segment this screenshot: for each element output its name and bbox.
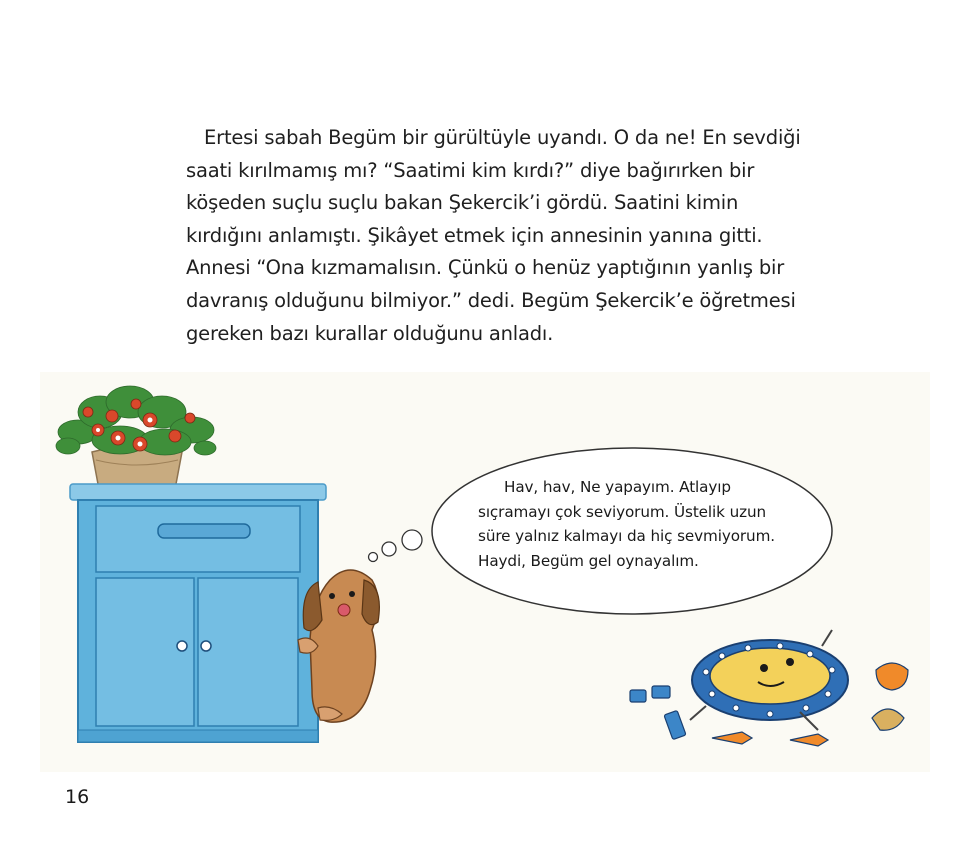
- bubble-line: Haydi, Begüm gel oynayalım.: [478, 551, 699, 570]
- story-line: Annesi “Ona kızmamalısın. Çünkü o henüz yaptığının yanlış bir: [186, 256, 785, 280]
- cabinet-icon: [70, 484, 326, 742]
- bubble-line: Hav, hav, Ne yapayım. Atlayıp: [504, 478, 731, 496]
- story-text: [186, 122, 801, 350]
- bubble-line: sıçramayı çok seviyorum. Üstelik uzun: [478, 502, 767, 521]
- story-line: köşeden suçlu suçlu bakan Şekercik’i gördü. Saatini kimin: [186, 191, 739, 215]
- page-number: 16: [65, 786, 90, 808]
- story-line: saati kırılmamış mı? “Saatimi kim kırdı?” diye bağırırken bir: [186, 158, 755, 182]
- story-line: kırdığını anlamıştı. Şikâyet etmek için annesinin yanına gitti.: [186, 223, 763, 247]
- story-line: gereken bazı kurallar olduğunu anladı.: [186, 321, 554, 345]
- bubble-line: süre yalnız kalmayı da hiç sevmiyorum.: [478, 527, 775, 546]
- story-line: Ertesi sabah Begüm bir gürültüyle uyandı. O da ne! En sevdiği: [204, 126, 801, 149]
- speech-bubble-text: [478, 475, 848, 573]
- story-line: davranış olduğunu bilmiyor.” dedi. Begüm Şekercik’e öğretmesi: [186, 288, 796, 312]
